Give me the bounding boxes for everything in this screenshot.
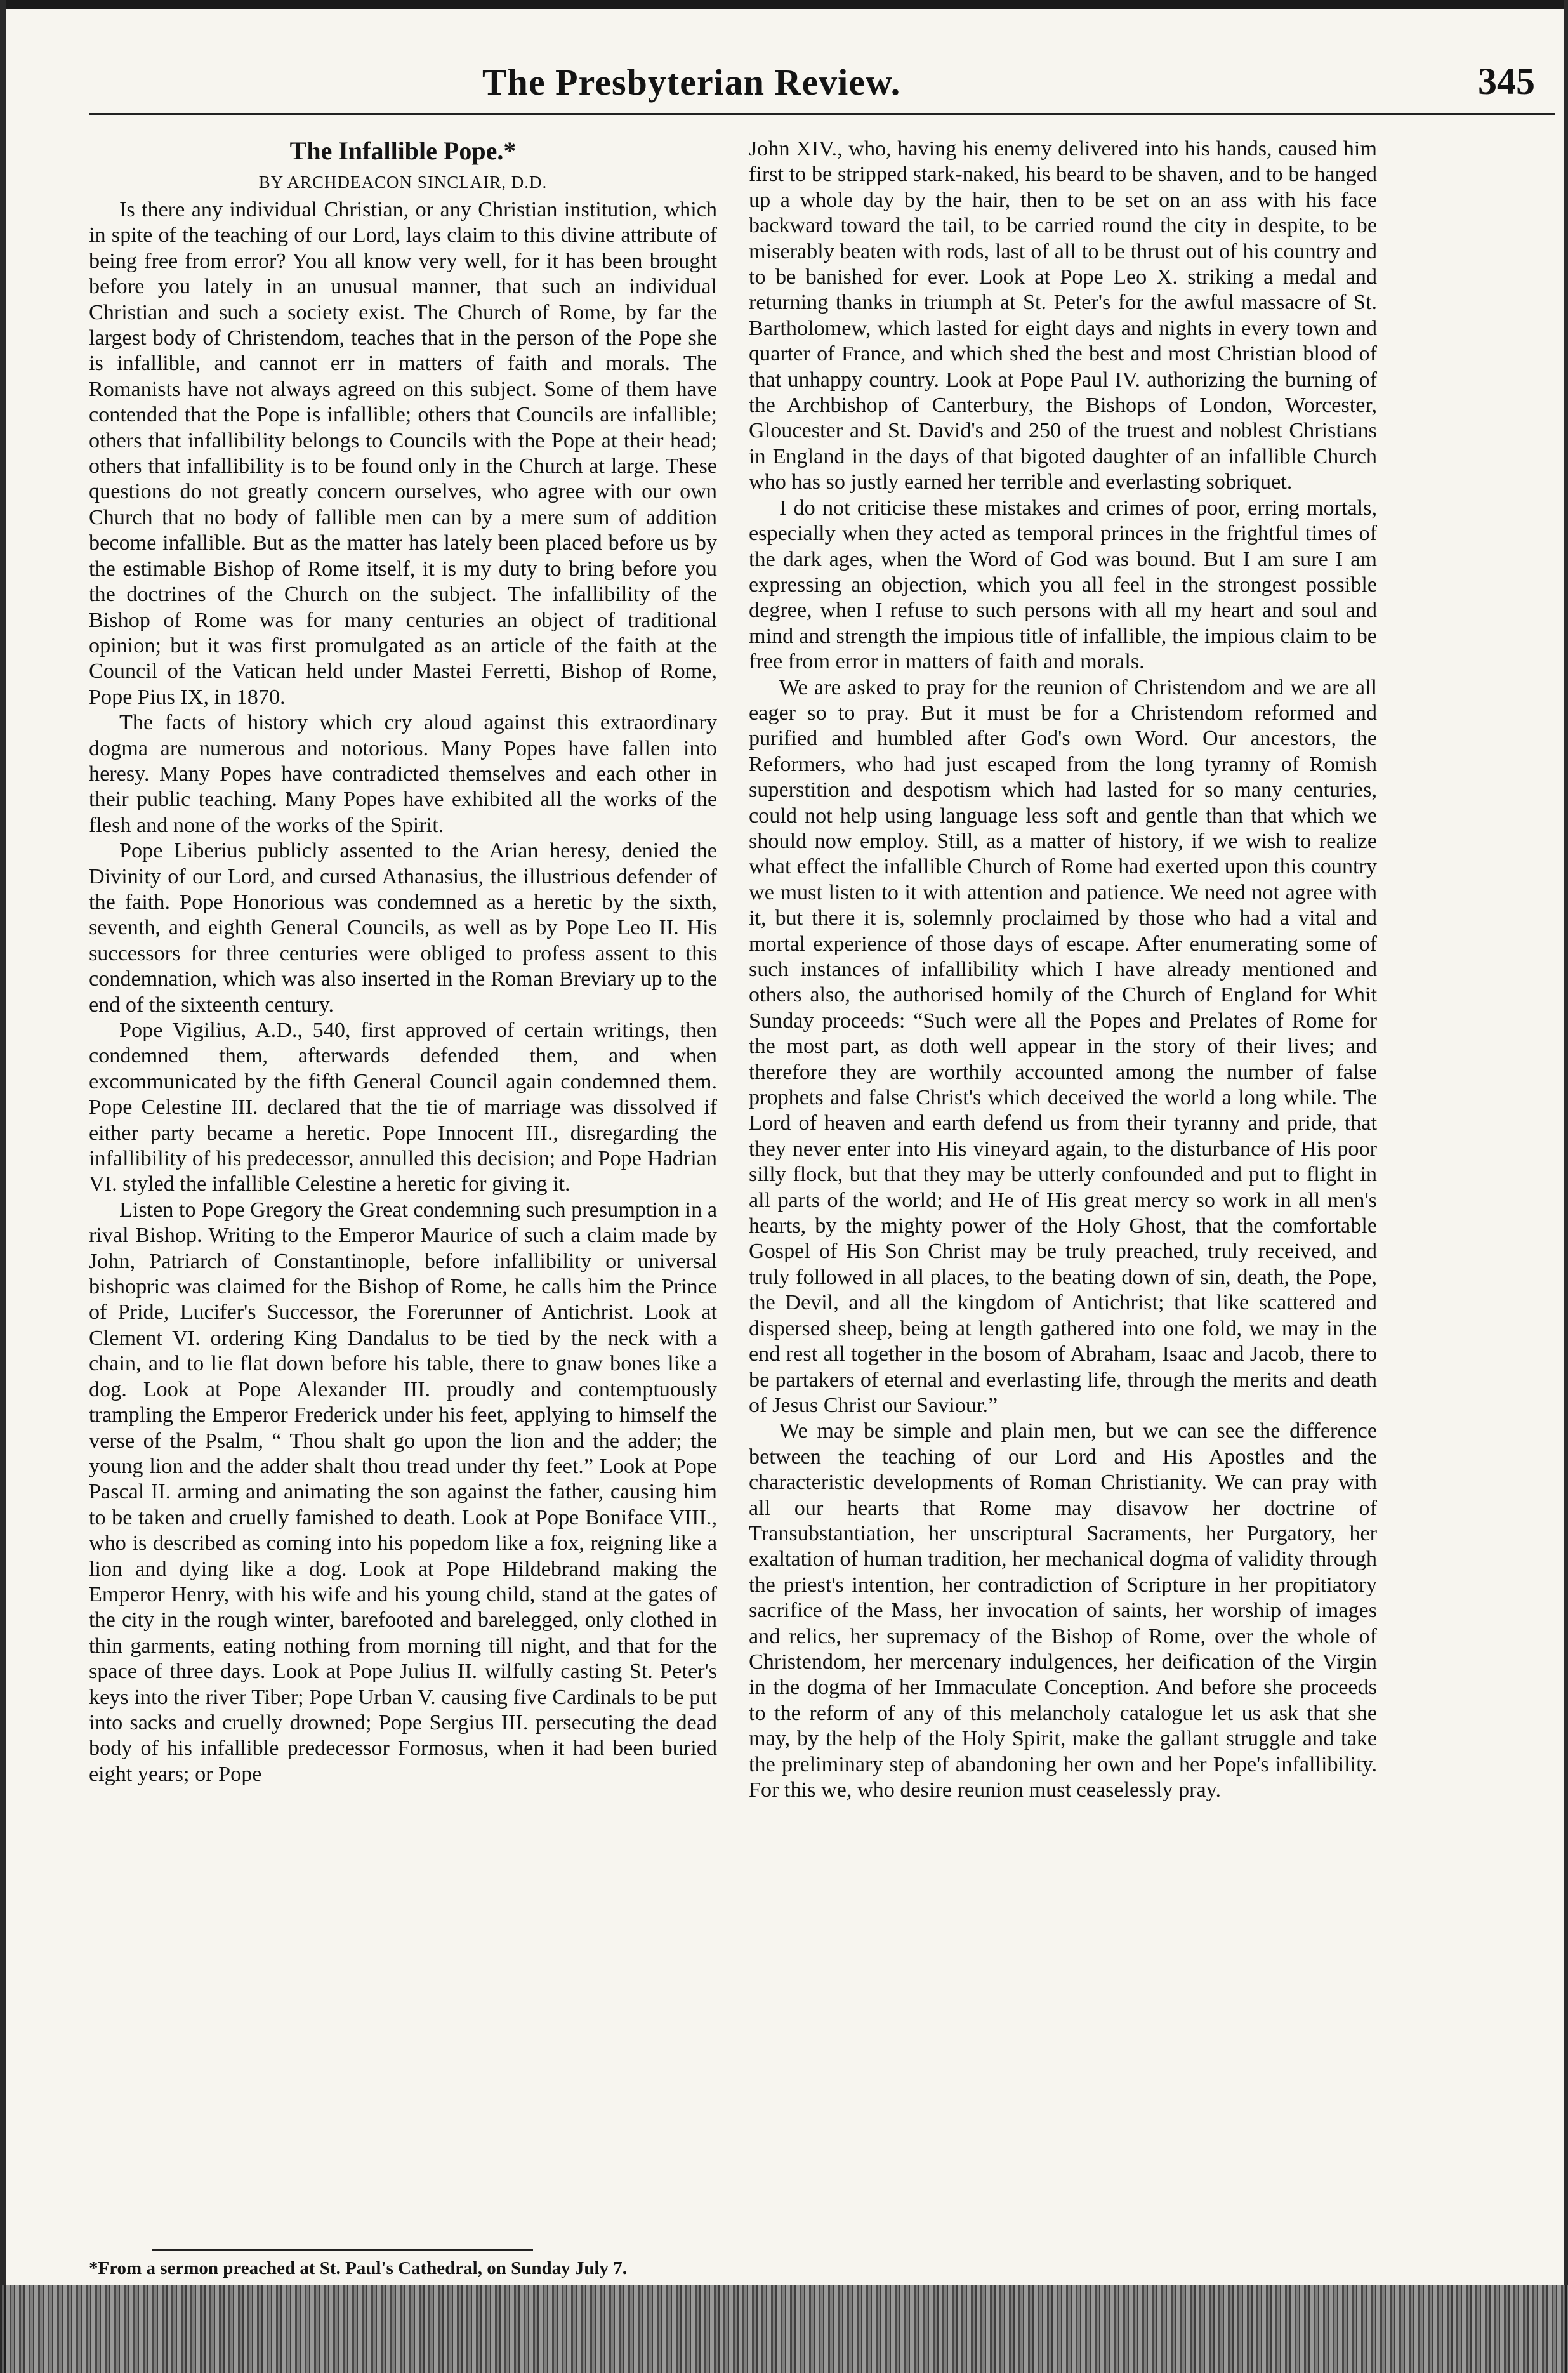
paragraph: I do not criticise these mistakes and crimes of poor, erring mortals, especially when they acted as temporal princes in the frightful times of the dark ages, when the Word of God was bound. But I am sure I am expressing an objection, which you all feel in the strongest possible degree, when I refuse to such persons with all my heart and soul and mind and strength the impious title of infallible, the impious claim to be free from error in matters of faith and morals. bbox=[749, 496, 1377, 674]
paragraph: Is there any individual Christian, or any Christian institution, which in spite of the teaching of our Lord, lays claim to this divine attribute of being free from error? You all know very well, for it has been brought before you lately in an unusual manner, that such an individual Christian and such a society exist. The Church of Rome, by far the largest body of Christendom, teaches that in the person of the Pope she is infallible, and cannot err in matters of faith and morals. The Romanists have not always agreed on this subject. Some of them have contended that the Pope is infallible; others that Councils are infallible; others that infallibility belongs to Councils with the Pope at their head; others that infallibility is to be found only in the Church at large. These questions do not greatly concern ourselves, who agree with our own Church that no body of fallible men can by a mere sum of addition become infallible. But as the matter has lately been placed before us by the estimable Bishop of Rome itself, it is my duty to bring before you the doctrines of the Church on the subject. The infallibility of the Bishop of Rome was for many centuries an object of traditional opinion; but it was first promulgated as an article of the faith at the Council of the Vatican held under Mastei Ferretti, Bishop of Rome, Pope Pius IX, in 1870. bbox=[89, 198, 717, 709]
running-head: The Presbyterian Review. bbox=[482, 62, 901, 103]
left-column bbox=[89, 136, 717, 1787]
right-column bbox=[749, 136, 1377, 1803]
article-title: The Infallible Pope.* bbox=[289, 136, 517, 165]
header-rule bbox=[89, 113, 1555, 115]
paragraph: The facts of history which cry aloud against this extraordinary dogma are numerous and notorious. Many Popes have fallen into heresy. Many Popes have contradicted themselves and each other in their public teaching. Many Popes have exhibited all the works of the flesh and none of the works of the Spirit. bbox=[89, 711, 717, 837]
page-number: 345 bbox=[1478, 60, 1535, 102]
paragraph: We are asked to pray for the reunion of Christendom and we are all eager so to pray. But it must be for a Christendom reformed and purified and humbled after God's own Word. Our ancestors, the Reformers, who had just escaped from the long tyranny of Romish superstition and despotism which had lasted for so many centuries, could not help using language less soft and gentle than that which we should now employ. Still, as a matter of history, if we wish to realize what effect the infallible Church of Rome had exerted upon this country we must listen to it with attention and patience. We need not agree with it, but there it is, solemnly proclaimed by those who had a vital and mortal experience of those days of escape. After enumerating some of such instances of infallibility which I have already mentioned and others also, the authorised homily of the Church of England for Whit Sunday proceeds: “Such were all the Popes and Prelates of Rome for the most part, as doth well appear in the story of their lives; and therefore they are worthily accounted among the number of false prophets and false Christ's which deceived the world a long while. The Lord of heaven and earth defend us from their tyranny and pride, that they never enter into His vineyard again, to the disturbance of His poor silly flock, but that they may be utterly confounded and put to flight in all parts of the world; and He of His great mercy so work in all men's hearts, by the mighty power of the Holy Ghost, that the comfortable Gospel of His Son Christ may be truly preached, truly received, and truly followed in all places, to the beating down of sin, death, the Pope, the Devil, and all the kingdom of Antichrist; that like scattered and dispersed sheep, being at length gathered into one fold, we may in the end rest all together in the bosom of Abraham, Isaac and Jacob, there to be partakers of eternal and everlasting life, through the merits and death of Jesus Christ our Saviour.” bbox=[749, 675, 1377, 1417]
footnote: *From a sermon preached at St. Paul's Cathedral, on Sunday July 7. bbox=[89, 2258, 628, 2278]
paragraph: Listen to Pope Gregory the Great condemning such presumption in a rival Bishop. Writing to the Emperor Maurice of such a claim made by John, Patriarch of Constantinople, before infallibility or universal bishopric was claimed for the Bishop of Rome, he calls him the Prince of Pride, Lucifer's Successor, the Forerunner of Antichrist. Look at Clement VI. ordering King Dandalus to be tied by the neck with a chain, and to lie flat down before his table, there to gnaw bones like a dog. Look at Pope Alexander III. proudly and contemptuously trampling the Emperor Frederick under his feet, applying to himself the verse of the Psalm, “ Thou shalt go upon the lion and the adder; the young lion and the adder shalt thou tread under thy feet.” Look at Pope Pascal II. arming and animating the son against the father, causing him to be taken and cruelly famished to death. Look at Pope Boniface VIII., who is described as coming into his popedom like a fox, reigning like a lion and dying like a dog. Look at Pope Hildebrand making the Emperor Henry, with his wife and his young child, stand at the gates of the city in the rough winter, barefooted and barelegged, only clothed in thin garments, eating nothing from morning till night, and that for the space of three days. Look at Pope Julius II. wilfully casting St. Peter's keys into the river Tiber; Pope Urban V. causing five Cardinals to be put into sacks and cruelly drowned; Pope Sergius III. persecuting the dead body of his infallible predecessor Formosus, when it had been buried eight years; or Pope bbox=[89, 1198, 717, 1786]
scan-edge-top bbox=[0, 0, 1568, 9]
scan-edge-right bbox=[1564, 0, 1568, 2373]
paragraph: John XIV., who, having his enemy delivered into his hands, caused him first to be stripped stark-naked, his beard to be shaven, and to be hanged up a whole day by the hair, then to be set on an ass with his face backward toward the tail, to be carried round the city in despite, to be miserably beaten with rods, last of all to be thrust out of his country and to be banished for ever. Look at Pope Leo X. striking a medal and returning thanks in triumph at St. Peter's for the awful massacre of St. Bartholomew, which lasted for eight days and nights in every town and quarter of France, and which shed the best and most Christian blood of that unhappy country. Look at Pope Paul IV. authorizing the burning of the Archbishop of Canterbury, the Bishops of London, Worcester, Gloucester and St. David's and 250 of the truest and noblest Christians in England in the days of that bigoted daughter of an infallible Church who has so justly earned her terrible and everlasting sobriquet. bbox=[749, 137, 1377, 494]
paragraph: Pope Vigilius, A.D., 540, first approved of certain writings, then condemned them, afterwards defended them, and when excommunicated by the fifth General Council again condemned them. Pope Celestine III. declared that the tie of marriage was dissolved if either party became a heretic. Pope Innocent III., disregarding the infallibility of his predecessor, annulled this decision; and Pope Hadrian VI. styled the infallible Celestine a heretic for giving it. bbox=[89, 1019, 717, 1196]
paragraph: We may be simple and plain men, but we can see the difference between the teaching of our Lord and His Apostles and the characteristic developments of Roman Christianity. We can pray with all our hearts that Rome may disavow her doctrine of Transubstantiation, her unscriptural Sacraments, her Purgatory, her exaltation of human tradition, her mechanical dogma of validity through the priest's intention, her contradiction of Scripture in her propitiatory sacrifice of the Mass, her invocation of saints, her worship of images and relics, her supremacy of the Bishop of Rome, over the whole of Christendom, her mercenary indulgences, her deification of the Virgin in the dogma of her Immaculate Conception. And before she proceeds to the reform of any of this melancholy catalogue let us ask that she may, by the help of the Holy Spirit, make the gallant struggle and take the preliminary step of abandoning her own and her Pope's infallibility. For this we, who desire reunion must ceaselessly pray. bbox=[749, 1419, 1377, 1802]
scan-edge-bottom bbox=[0, 2285, 1568, 2373]
byline: BY ARCHDEACON SINCLAIR, D.D. bbox=[258, 173, 548, 192]
paragraph: Pope Liberius publicly assented to the Arian heresy, denied the Divinity of our Lord, and cursed Athanasius, the illustrious defender of the faith. Pope Honorious was condemned as a heretic by the sixth, seventh, and eighth General Councils, as well as by Pope Leo II. His successors for three centuries were obliged to profess assent to this condemnation, which was also inserted in the Roman Breviary up to the end of the sixteenth century. bbox=[89, 839, 717, 1017]
scan-edge-left bbox=[0, 0, 6, 2373]
footnote-rule bbox=[152, 2249, 533, 2251]
